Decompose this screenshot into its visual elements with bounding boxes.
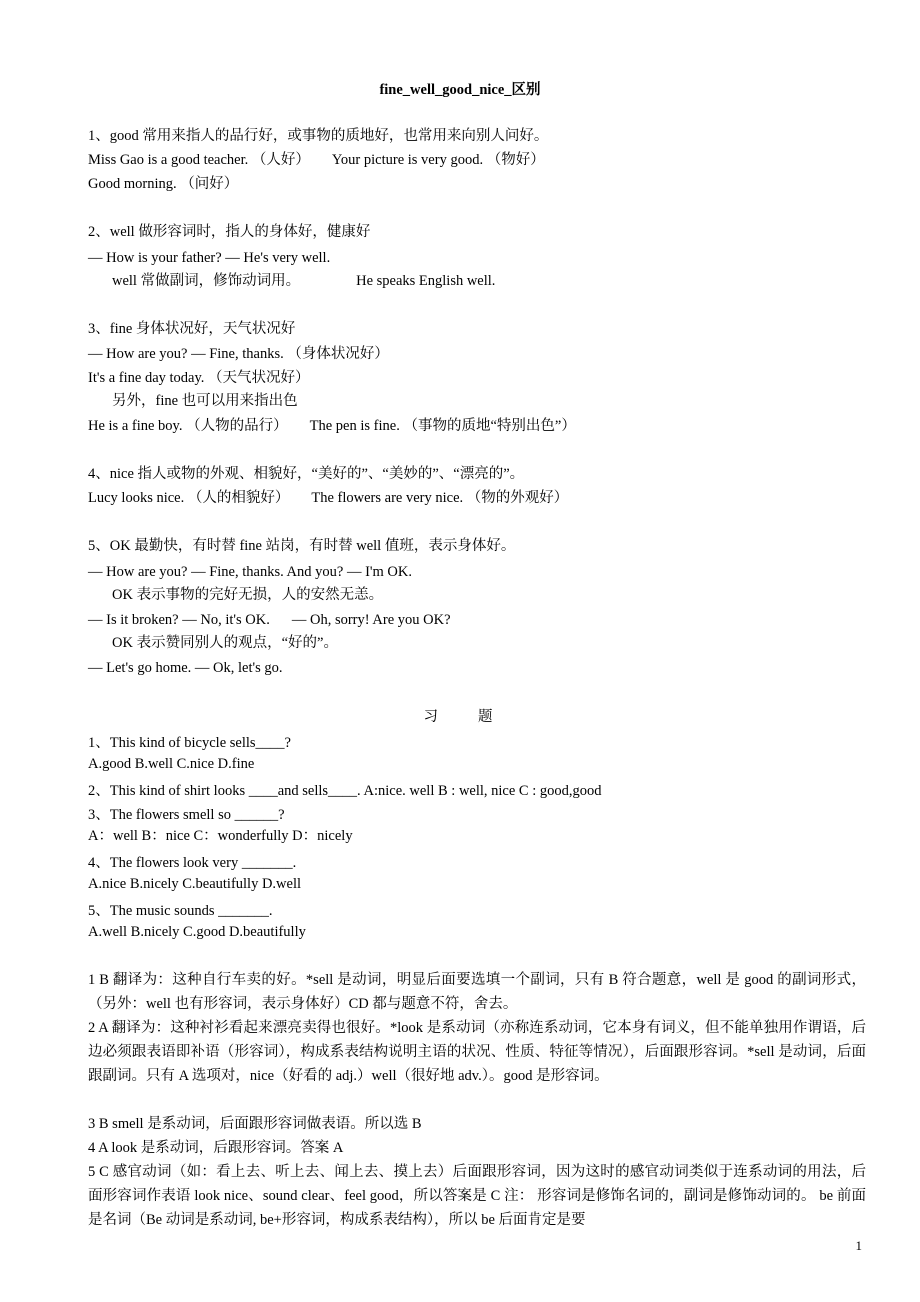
answer-4: 4 A look 是系动词，后跟形容词。答案 A	[88, 1140, 344, 1156]
ok-heading: 5、OK 最勤快，有时替 fine 站岗，有时替 well 值班，表示身体好。	[88, 538, 516, 554]
exercise-2-question: 2、This kind of shirt looks ____and sells____. A:nice. well B : well, nice C : good,good	[88, 783, 602, 799]
ok-example-row	[88, 611, 451, 629]
well-adverb-example: He speaks English well.	[356, 273, 496, 289]
good-heading: 1、good 常用来指人的品行好，或事物的质地好，也常用来向别人问好。	[88, 128, 549, 144]
good-example-greeting: Good morning. （问好）	[88, 176, 239, 192]
exercise-1-question: 1、This kind of bicycle sells____?	[88, 735, 291, 751]
answer-5: 5 C 感官动词（如：看上去、听上去、闻上去、摸上去）后面跟形容词，因为这时的感官动词类似于连系动词的用法，后面形容词作表语 look nice、sound clear、feel good，所以答案是 C 注： 形容词是修饰名词的，副词是修饰动词的。 be 前面是名词（Be 动词是系动词, be+形容词，构成系表结构），所以 be 后面肯定是要	[88, 1164, 866, 1228]
well-adverb-row	[112, 272, 495, 290]
ok-example-dialog: — How are you? — Fine, thanks. And you? — I'm OK.	[88, 564, 412, 580]
fine-note-excellent: 另外，fine 也可以用来指出色	[112, 393, 298, 409]
nice-example-lucy: Lucy looks nice. （人的相貌好）	[88, 490, 290, 506]
fine-example-pen: The pen is fine. （事物的质地“特别出色”）	[309, 418, 576, 434]
exercise-4-options: A.nice B.nicely C.beautifully D.well	[88, 876, 302, 892]
fine-example-health: — How are you? — Fine, thanks. （身体状况好）	[88, 346, 389, 362]
exercise-5-question: 5、The music sounds _______.	[88, 903, 273, 919]
nice-example-flowers: The flowers are very nice. （物的外观好）	[311, 490, 569, 506]
fine-example-weather: It's a fine day today. （天气状况好）	[88, 370, 310, 386]
exercise-5-options: A.well B.nicely C.good D.beautifully	[88, 924, 306, 940]
well-example-dialog: — How is your father? — He's very well.	[88, 250, 331, 266]
nice-example-row	[88, 489, 568, 507]
exercise-4-question: 4、The flowers look very _______.	[88, 855, 297, 871]
ok-example-broken: — Is it broken? — No, it's OK.	[88, 612, 270, 628]
ok-example-home: — Let's go home. — Ok, let's go.	[88, 660, 283, 676]
page-number: 1	[855, 1238, 862, 1253]
exercise-1-options: A.good B.well C.nice D.fine	[88, 756, 255, 772]
good-example-thing: Your picture is very good. （物好）	[331, 152, 545, 168]
fine-example-row	[88, 417, 576, 435]
answer-3: 3 B smell 是系动词，后面跟形容词做表语。所以选 B	[88, 1116, 422, 1132]
well-adverb-note: well 常做副词，修饰动词用。	[112, 273, 301, 289]
fine-heading: 3、fine 身体状况好，天气状况好	[88, 321, 296, 337]
page-title: fine_well_good_nice_区别	[379, 82, 541, 98]
exercise-heading: 习题	[423, 709, 533, 725]
ok-example-sorry: — Oh, sorry! Are you OK?	[291, 612, 451, 628]
ok-note-agree: OK 表示赞同别人的观点，“好的”。	[112, 635, 338, 651]
nice-heading: 4、nice 指人或物的外观、相貌好，“美好的”、“美妙的”、“漂亮的”。	[88, 466, 525, 482]
fine-example-boy: He is a fine boy. （人物的品行）	[88, 418, 288, 434]
ok-note-intact: OK 表示事物的完好无损，人的安然无恙。	[112, 587, 384, 603]
good-example-person: Miss Gao is a good teacher. （人好）	[88, 152, 310, 168]
exercise-3-options: A：well B：nice C：wonderfully D：nicely	[88, 828, 353, 844]
good-example-row	[88, 151, 545, 169]
well-heading: 2、well 做形容词时，指人的身体好，健康好	[88, 224, 371, 240]
answer-1: 1 B 翻译为：这种自行车卖的好。*sell 是动词，明显后面要选填一个副词，只有 B 符合题意，well 是 good 的副词形式，（另外：well 也有形容词，表示身体好）CD 都与题意不符，舍去。	[88, 972, 866, 1012]
answer-2: 2 A 翻译为：这种衬衫看起来漂亮卖得也很好。*look 是系动词（亦称连系动词，它本身有词义，但不能单独用作谓语，后边必须跟表语即补语（形容词），构成系表结构说明主语的状况、性质、特征等情况），后面跟形容词。*sell 是动词，后面跟副词。只有 A 选项对，nice（好看的 adj.）well（很好地 adv.）。good 是形容词。	[88, 1020, 866, 1084]
exercise-3-question: 3、The flowers smell so ______?	[88, 807, 285, 823]
